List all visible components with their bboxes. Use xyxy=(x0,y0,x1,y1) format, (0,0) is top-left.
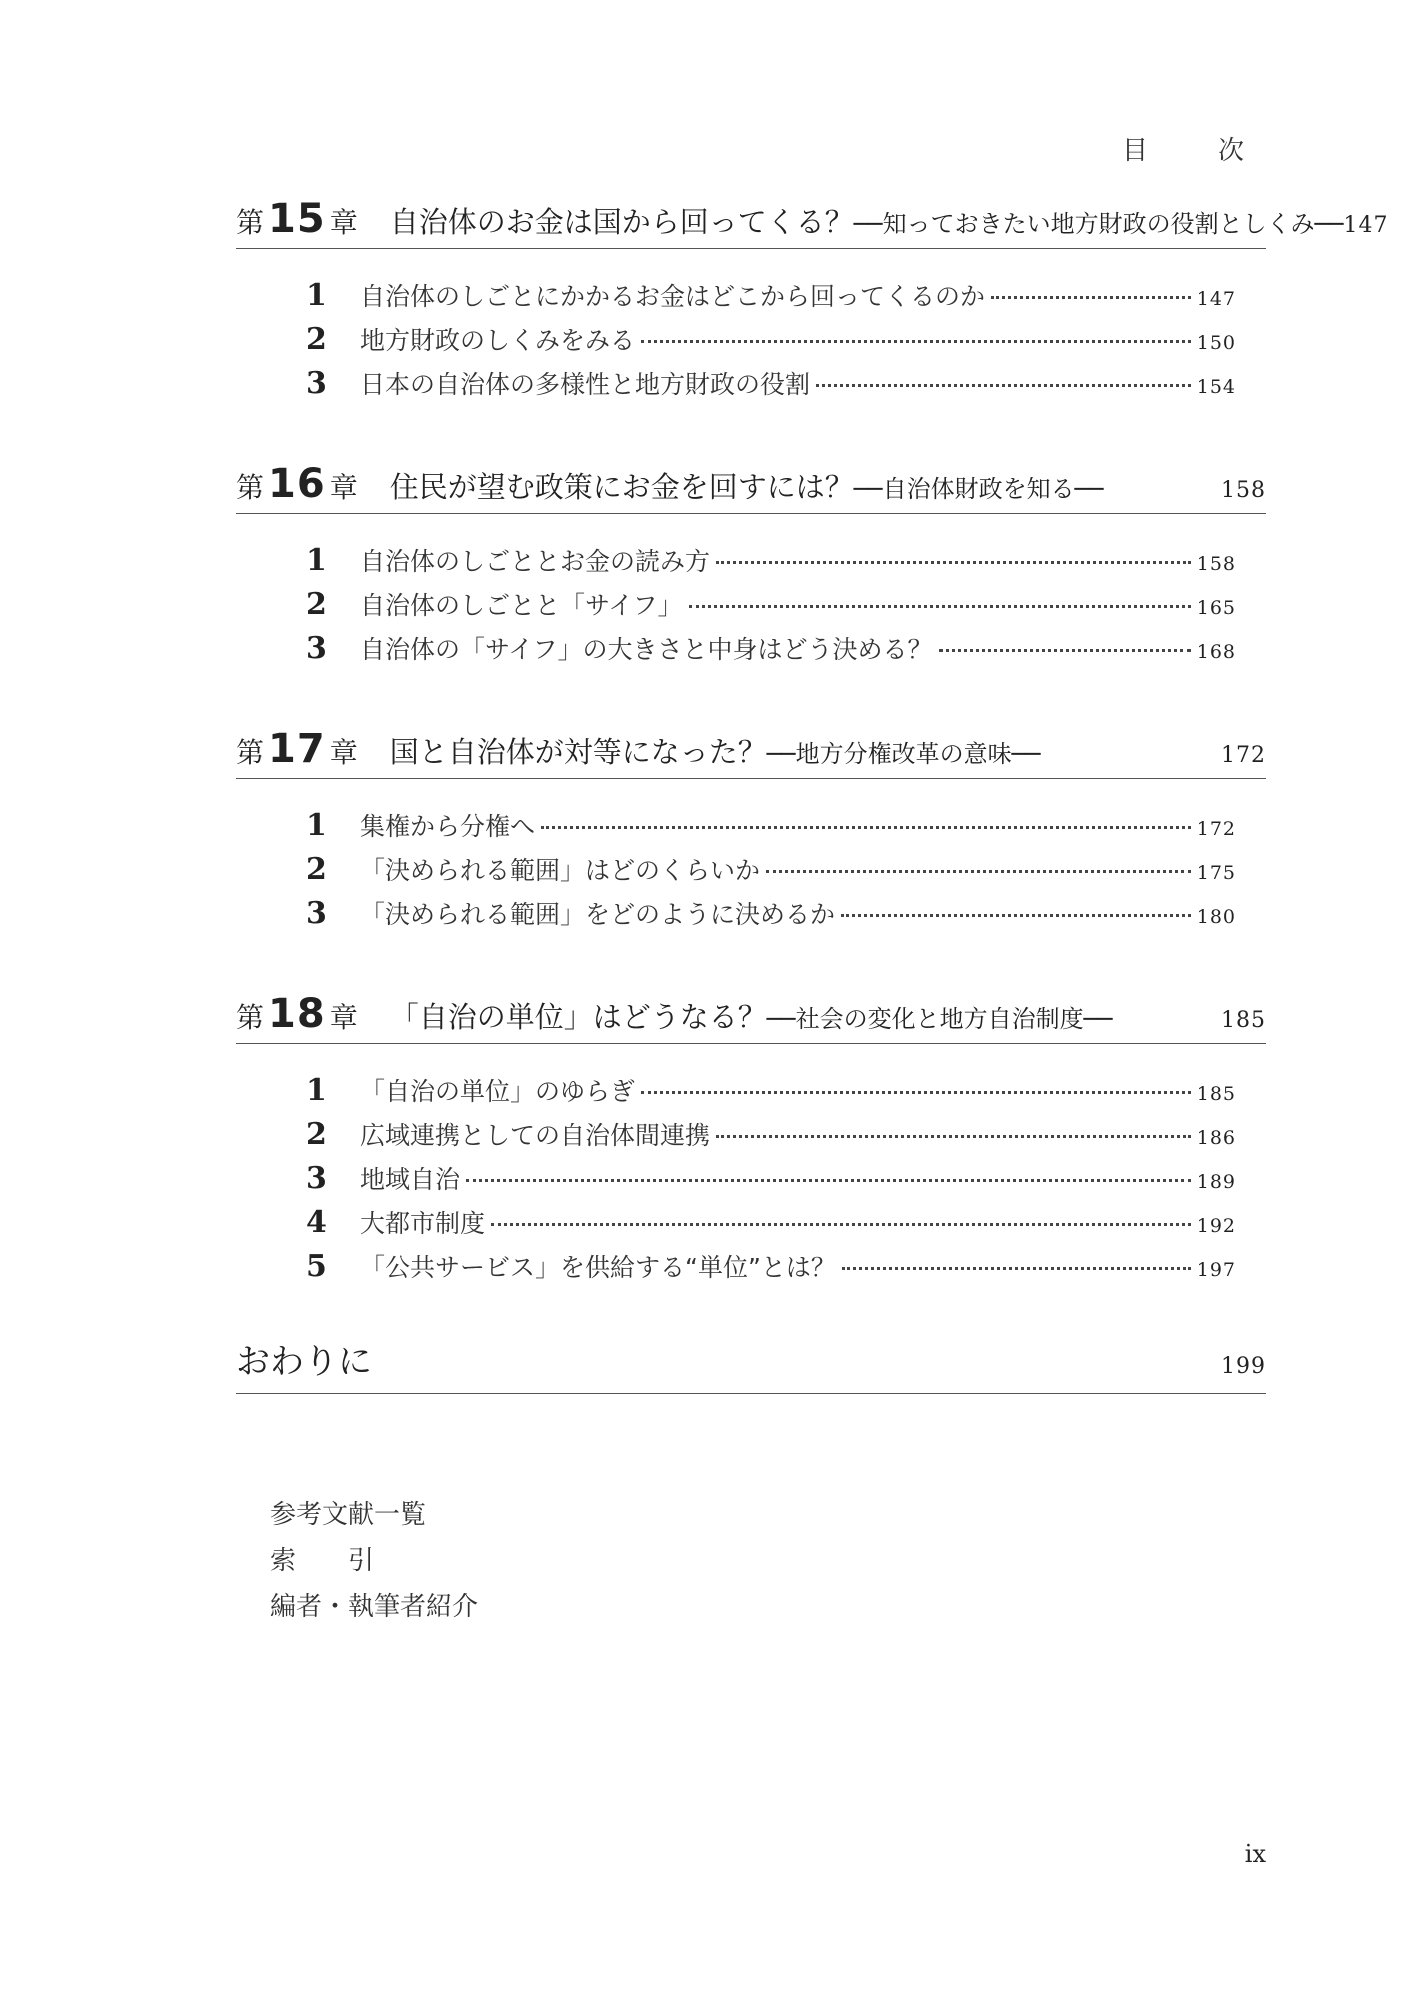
chapter-subtitle: ──自治体財政を知る── xyxy=(853,475,1104,503)
chapter-entry xyxy=(236,991,1266,1292)
section-list xyxy=(306,542,1236,674)
section-number: 1 xyxy=(306,808,327,843)
section-number: 2 xyxy=(306,852,327,887)
chapter-title: 自治体のお金は国から回ってくる？ xyxy=(389,205,854,239)
chapter-prefix: 第 xyxy=(236,206,265,239)
section-entry[interactable] xyxy=(306,1116,1236,1160)
chapter-page: 147 xyxy=(1343,213,1389,238)
section-title: 自治体のしごとにかかるお金はどこから回ってくるのか xyxy=(360,282,986,311)
chapter-page: 185 xyxy=(1221,1008,1266,1033)
section-number: 3 xyxy=(306,896,327,931)
section-list xyxy=(306,277,1236,409)
chapter-title: 「自治の単位」はどうなる？ xyxy=(389,1000,767,1034)
chapter-page: 158 xyxy=(1221,478,1266,503)
section-entry[interactable] xyxy=(306,321,1236,365)
page-number: ix xyxy=(1244,1840,1266,1868)
section-page: 175 xyxy=(1196,862,1236,884)
section-title: 地域自治 xyxy=(360,1165,461,1194)
dot-leader xyxy=(939,649,1191,652)
section-number: 1 xyxy=(306,278,327,313)
section-number: 3 xyxy=(306,366,327,401)
section-number: 3 xyxy=(306,1161,327,1196)
chapter-title: 国と自治体が対等になった？ xyxy=(389,735,767,769)
dot-leader xyxy=(689,605,1191,608)
section-title: 広域連携としての自治体間連携 xyxy=(360,1121,711,1150)
chapter-heading[interactable] xyxy=(236,991,1266,1044)
section-title: 「自治の単位」のゆらぎ xyxy=(360,1077,636,1106)
section-list xyxy=(306,1072,1236,1292)
section-number: 1 xyxy=(306,543,327,578)
chapter-subtitle: ──地方分権改革の意味── xyxy=(766,740,1041,768)
backmatter-list xyxy=(270,1494,478,1632)
chapter-heading[interactable] xyxy=(236,196,1389,249)
dot-leader xyxy=(641,1091,1191,1094)
chapter-title: 住民が望む政策にお金を回すには？ xyxy=(389,470,854,504)
chapter-entry xyxy=(236,461,1266,674)
chapter-prefix: 第 xyxy=(236,1001,265,1034)
section-number: 5 xyxy=(306,1249,327,1284)
section-entry[interactable] xyxy=(306,586,1236,630)
section-page: 168 xyxy=(1196,641,1236,663)
dot-leader xyxy=(766,870,1191,873)
section-entry[interactable] xyxy=(306,807,1236,851)
section-entry[interactable] xyxy=(306,851,1236,895)
chapter-suffix: 章 xyxy=(329,736,358,769)
dot-leader xyxy=(842,1267,1191,1270)
dot-leader xyxy=(816,384,1191,387)
dot-leader xyxy=(491,1223,1191,1226)
section-number: 2 xyxy=(306,322,327,357)
chapter-subtitle: ──社会の変化と地方自治制度── xyxy=(766,1005,1113,1033)
dot-leader xyxy=(541,826,1191,829)
chapter-number: 17 xyxy=(268,726,326,772)
dot-leader xyxy=(466,1179,1191,1182)
chapter-number: 16 xyxy=(268,461,326,507)
section-page: 185 xyxy=(1196,1083,1236,1105)
backmatter-index[interactable]: 索 引 xyxy=(270,1546,375,1576)
section-entry[interactable] xyxy=(306,630,1236,674)
section-page: 197 xyxy=(1196,1259,1236,1281)
section-title: 「決められる範囲」はどのくらいか xyxy=(360,856,761,885)
afterword-page: 199 xyxy=(1221,1354,1266,1379)
chapter-list xyxy=(236,196,1389,1344)
chapter-number: 18 xyxy=(268,991,326,1037)
chapter-heading[interactable] xyxy=(236,726,1266,779)
dot-leader xyxy=(716,561,1191,564)
section-page: 186 xyxy=(1196,1127,1236,1149)
dot-leader xyxy=(716,1135,1191,1138)
section-entry[interactable] xyxy=(306,1072,1236,1116)
section-title: 日本の自治体の多様性と地方財政の役割 xyxy=(360,370,811,399)
backmatter-references[interactable]: 参考文献一覧 xyxy=(270,1500,427,1530)
section-entry[interactable] xyxy=(306,277,1236,321)
section-title: 自治体のしごととお金の読み方 xyxy=(360,547,711,576)
section-list xyxy=(306,807,1236,939)
section-page: 165 xyxy=(1196,597,1236,619)
chapter-prefix: 第 xyxy=(236,471,265,504)
chapter-prefix: 第 xyxy=(236,736,265,769)
section-entry[interactable] xyxy=(306,1248,1236,1292)
section-title: 「決められる範囲」をどのように決めるか xyxy=(360,900,836,929)
chapter-subtitle: ──知っておきたい地方財政の役割としくみ── xyxy=(853,210,1344,238)
running-head: 目 次 xyxy=(1121,136,1266,166)
dot-leader xyxy=(841,914,1191,917)
section-page: 192 xyxy=(1196,1215,1236,1237)
dot-leader xyxy=(991,296,1191,299)
section-entry[interactable] xyxy=(306,895,1236,939)
afterword-title: おわりに xyxy=(236,1342,372,1382)
section-page: 154 xyxy=(1196,376,1236,398)
chapter-suffix: 章 xyxy=(329,206,358,239)
section-title: 自治体のしごとと「サイフ」 xyxy=(360,591,683,620)
section-number: 2 xyxy=(306,587,327,622)
chapter-entry xyxy=(236,726,1266,939)
section-title: 大都市制度 xyxy=(360,1209,486,1238)
section-page: 158 xyxy=(1196,553,1236,575)
section-entry[interactable] xyxy=(306,1160,1236,1204)
section-entry[interactable] xyxy=(306,1204,1236,1248)
section-page: 180 xyxy=(1196,906,1236,928)
section-page: 147 xyxy=(1196,288,1236,310)
section-page: 189 xyxy=(1196,1171,1236,1193)
section-entry[interactable] xyxy=(306,542,1236,586)
section-entry[interactable] xyxy=(306,365,1236,409)
dot-leader xyxy=(641,340,1191,343)
section-number: 1 xyxy=(306,1073,327,1108)
section-number: 4 xyxy=(306,1205,327,1240)
section-page: 150 xyxy=(1196,332,1236,354)
section-number: 2 xyxy=(306,1117,327,1152)
backmatter-contributors[interactable]: 編者・執筆者紹介 xyxy=(270,1592,479,1622)
chapter-page: 172 xyxy=(1221,743,1266,768)
afterword-entry[interactable] xyxy=(236,1334,1266,1394)
chapter-heading[interactable] xyxy=(236,461,1266,514)
section-title: 地方財政のしくみをみる xyxy=(360,326,636,355)
section-title: 自治体の「サイフ」の大きさと中身はどう決める？ xyxy=(360,635,933,664)
chapter-suffix: 章 xyxy=(329,471,358,504)
section-title: 「公共サービス」を供給する“単位”とは？ xyxy=(360,1253,836,1282)
chapter-suffix: 章 xyxy=(329,1001,358,1034)
chapter-number: 15 xyxy=(268,196,326,242)
section-page: 172 xyxy=(1196,818,1236,840)
section-title: 集権から分権へ xyxy=(360,812,536,841)
chapter-entry xyxy=(236,196,1389,409)
section-number: 3 xyxy=(306,631,327,666)
